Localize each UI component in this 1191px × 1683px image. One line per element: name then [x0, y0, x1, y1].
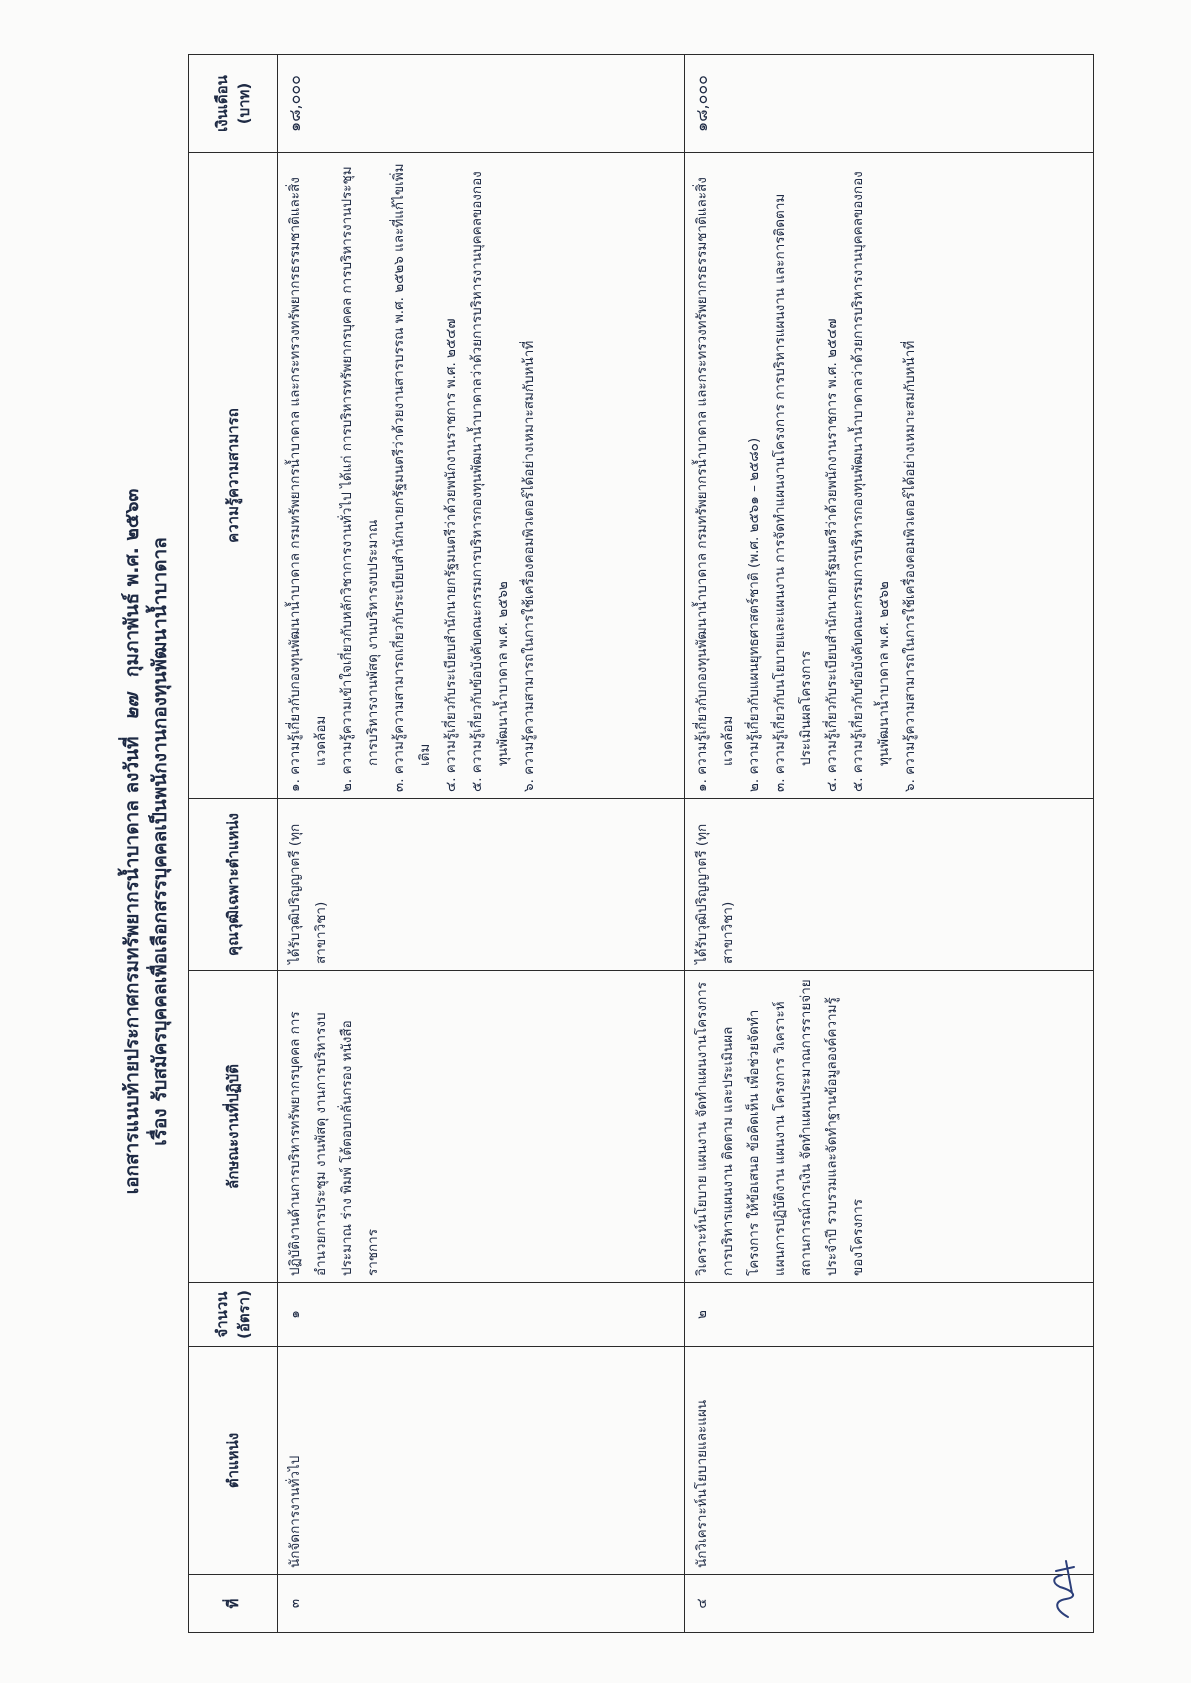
- header-day: ๒๗: [121, 693, 143, 721]
- row-no: ๔: [685, 1575, 1094, 1633]
- competency-item: ๖. ความรู้ความสามารถในการใช้เครื่องคอมพิวเตอร์ได้อย่างเหมาะสมกับหน้าที่: [902, 340, 918, 792]
- competency-item: ๓. ความรู้เกี่ยวกับนโยบายและแผนงาน การจัดทำแผนงานโครงการ การบริหารแผนงาน และการติดตามประเมินผลโครงการ: [772, 193, 814, 792]
- competency-item: ๕. ความรู้เกี่ยวกับข้อบังคับคณะกรรมการบริหารกองทุนพัฒนาน้ำบาดาลว่าด้วยการบริหารงานบุคคลของกองทุนพัฒนาน้ำบาดาล พ.ศ. ๒๕๖๒: [850, 171, 892, 792]
- header-qualification: คุณวุฒิเฉพาะตำแหน่ง: [189, 799, 278, 971]
- header-month-year: กุมภาพันธ์ พ.ศ. ๒๕๖๓: [121, 488, 143, 678]
- competency-item: ๕. ความรู้เกี่ยวกับข้อบังคับคณะกรรมการบริหารกองทุนพัฒนาน้ำบาดาลว่าด้วยการบริหารงานบุคคลของกองทุนพัฒนาน้ำบาดาล พ.ศ. ๒๕๖๒: [469, 171, 511, 792]
- header-salary: เงินเดือน (บาท): [189, 55, 278, 153]
- header-count: จำนวน (อัตรา): [189, 1283, 278, 1347]
- table-row: [278, 55, 685, 1633]
- header-duties: ลักษณะงานที่ปฏิบัติ: [189, 971, 278, 1283]
- table-row: [685, 55, 1094, 1633]
- row-count: ๒: [685, 1283, 1094, 1347]
- recruitment-table: [188, 54, 1094, 1633]
- row-duties: วิเคราะห์นโยบาย แผนงาน จัดทำแผนงานโครงการ การบริหารแผนงาน ติดตาม และประเมินผลโครงการ ให้ข้อเสนอ ข้อคิดเห็น เพื่อช่วยจัดทำแผนการปฏิบัติงาน แผนงาน โครงการ วิเคราะห์สถานการณ์การเงิน จัดทำแผนประมาณการรายจ่ายประจำปี รวบรวมและจัดทำฐานข้อมูลองค์ความรู้ของโครงการ: [685, 971, 1094, 1283]
- row-salary: ๑๘,๐๐๐: [685, 55, 1094, 153]
- row-position: นักวิเคราะห์นโยบายและแผน: [685, 1347, 1094, 1575]
- row-no: ๓: [278, 1575, 685, 1633]
- competency-item: ๔. ความรู้เกี่ยวกับระเบียบสำนักนายกรัฐมนตรีว่าด้วยพนักงานราชการ พ.ศ. ๒๕๔๗: [824, 318, 840, 792]
- competency-item: ๓. ความรู้ความสามารถเกี่ยวกับระเบียบสำนักนายกรัฐมนตรีว่าด้วยงานสารบรรณ พ.ศ. ๒๕๒๖ และที่แก้ไขเพิ่มเติม: [391, 163, 433, 792]
- header-competency: ความรู้ความสามารถ: [189, 153, 278, 799]
- competency-item: ๒. ความรู้ความเข้าใจเกี่ยวกับหลักวิชาการงานทั่วไป ได้แก่ การบริหารทรัพยากรบุคคล การบริหารงานประชุม การบริหารงานพัสดุ งานบริหารงบประมาณ: [339, 166, 381, 792]
- row-salary: ๑๘,๐๐๐: [278, 55, 685, 153]
- table-header-row: [189, 55, 278, 1633]
- header-no: ที่: [189, 1575, 278, 1633]
- header-position: ตำแหน่ง: [189, 1347, 278, 1575]
- row-competency: [278, 153, 685, 799]
- header-prefix: เอกสารแนบท้ายประกาศกรมทรัพยากรน้ำบาดาล ลงวันที่: [121, 736, 143, 1195]
- competency-item: ๑. ความรู้เกี่ยวกับกองทุนพัฒนาน้ำบาดาล กรมทรัพยากรน้ำบาดาล และกระทรวงทรัพยากรธรรมชาติและสิ่งแวดล้อม: [694, 177, 736, 792]
- row-duties: ปฏิบัติงานด้านการบริหารทรัพยากรบุคคล การอำนวยการประชุม งานพัสดุ งานการบริหารงบประมาณ ร่าง พิมพ์ โต้ตอบกลั่นกรอง หนังสือราชการ: [278, 971, 685, 1283]
- document-header-line-1: [118, 0, 146, 1683]
- handwritten-initial-signature: [1048, 1553, 1078, 1623]
- competency-item: ๒. ความรู้เกี่ยวกับแผนยุทธศาสตร์ชาติ (พ.ศ. ๒๕๖๑ – ๒๕๘๐): [746, 437, 762, 792]
- row-position: นักจัดการงานทั่วไป: [278, 1347, 685, 1575]
- row-qualification: ได้รับวุฒิปริญญาตรี (ทุกสาขาวิชา): [685, 799, 1094, 971]
- document-header-line-2: เรื่อง รับสมัครบุคคลเพื่อเลือกสรรบุคคลเป็นพนักงานกองทุนพัฒนาน้ำบาดาล: [149, 537, 171, 1146]
- competency-item: ๔. ความรู้เกี่ยวกับระเบียบสำนักนายกรัฐมนตรีว่าด้วยพนักงานราชการ พ.ศ. ๒๕๔๗: [443, 318, 459, 792]
- competency-item: ๑. ความรู้เกี่ยวกับกองทุนพัฒนาน้ำบาดาล กรมทรัพยากรน้ำบาดาล และกระทรวงทรัพยากรธรรมชาติและสิ่งแวดล้อม: [287, 177, 329, 792]
- row-qualification: ได้รับวุฒิปริญญาตรี (ทุกสาขาวิชา): [278, 799, 685, 971]
- competency-item: ๖. ความรู้ความสามารถในการใช้เครื่องคอมพิวเตอร์ได้อย่างเหมาะสมกับหน้าที่: [521, 340, 537, 792]
- row-competency: [685, 153, 1094, 799]
- competency-list: [282, 159, 542, 792]
- competency-list: [689, 159, 923, 792]
- row-count: ๑: [278, 1283, 685, 1347]
